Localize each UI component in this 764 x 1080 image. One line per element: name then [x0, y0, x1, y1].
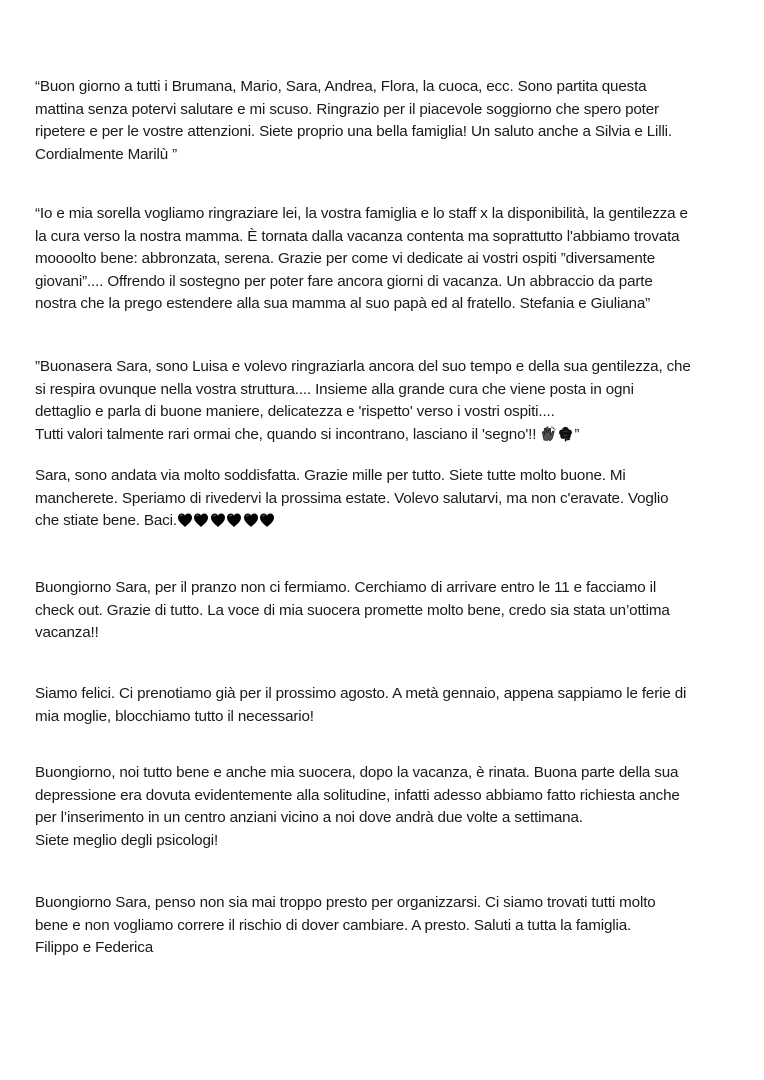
- testimonial-luisa: [35, 356, 735, 446]
- text-line: Buongiorno Sara, per il pranzo non ci fermiamo. Cerchiamo di arrivare entro le 11 e facciamo il: [35, 579, 657, 596]
- testimonial-check-out: [35, 577, 735, 645]
- text-line-with-hearts: [35, 510, 735, 533]
- text-line: depressione era dovuta evidentemente alla solitudine, infatti adesso abbiamo fatto richiesta anche: [35, 786, 680, 804]
- text-line: mattina senza potervi salutare e mi scuso. Ringrazio per il piacevole soggiorno che spero poter: [35, 100, 659, 118]
- testimonial-marilu: [35, 76, 735, 166]
- text-line: bene e non vogliamo correre il rischio di dover cambiare. A presto. Saluti a tutta la famiglia.: [35, 916, 632, 934]
- black-heart-icon: [243, 512, 259, 528]
- text-line: “Io e mia sorella vogliamo ringraziare lei, la vostra famiglia e lo staff x la disponibilità, la gentilezza e: [35, 205, 688, 222]
- text-line: moooolto bene: abbronzata, serena. Grazie per come vi dedicate ai vostri ospiti ”diversamente: [35, 250, 656, 267]
- text-line: Cordialmente Marilù ”: [35, 145, 178, 163]
- black-heart-icon: [210, 512, 226, 528]
- text-line: dettaglio e parla di buone maniere, delicatezza e 'rispetto' verso i vostri ospiti....: [35, 403, 555, 420]
- text-segment: che stiate bene. Baci.: [35, 512, 177, 529]
- text-line: mia moglie, blocchiamo tutto il necessario!: [35, 707, 314, 725]
- testimonial-baci: [35, 465, 735, 533]
- text-line: la cura verso la nostra mamma. È tornata dalla vacanza contenta ma soprattutto l'abbiamo trovata: [35, 227, 680, 245]
- black-heart-icon: [193, 512, 209, 528]
- text-line: “Buon giorno a tutti i Brumana, Mario, Sara, Andrea, Flora, la cuoca, ecc. Sono partita questa: [35, 78, 647, 95]
- text-line: Filippo e Federica: [35, 939, 154, 956]
- text-line: ”Buonasera Sara, sono Luisa e volevo ringraziarla ancora del suo tempo e della sua gentilezza, che: [35, 358, 691, 375]
- text-line: Sara, sono andata via molto soddisfatta. Grazie mille per tutto. Siete tutte molto buone. Mi: [35, 467, 626, 484]
- text-segment: Tutti valori talmente rari ormai che, quando si incontrano, lasciano il 'segno'!!: [35, 425, 541, 443]
- closing-quote: ”: [574, 425, 580, 443]
- text-line: ripetere e per le vostre attenzioni. Siete proprio una bella famiglia! Un saluto anche a Silvia e Lilli.: [35, 123, 672, 140]
- rose-icon: [557, 425, 574, 442]
- testimonial-agosto: [35, 683, 735, 728]
- black-heart-icon: [259, 512, 275, 528]
- testimonial-suocera-rinata: [35, 762, 735, 852]
- text-line: Buongiorno Sara, penso non sia mai troppo presto per organizzarsi. Ci siamo trovati tutti molto: [35, 894, 656, 911]
- hearts-row: [177, 512, 276, 529]
- text-line: mancherete. Speriamo di rivedervi la prossima estate. Volevo salutarvi, ma non c'eravate. Voglio: [35, 489, 669, 507]
- black-heart-icon: [226, 512, 242, 528]
- black-heart-icon: [177, 512, 193, 528]
- text-line: check out. Grazie di tutto. La voce di mia suocera promette molto bene, credo sia stata un’ottima: [35, 601, 670, 619]
- text-line-with-emojis: [35, 424, 735, 447]
- text-line: si respira ovunque nella vostra struttura.... Insieme alla grande cura che viene posta in ogni: [35, 380, 634, 398]
- clapping-hands-icon: [540, 425, 557, 442]
- text-line: per l’inserimento in un centro anziani vicino a noi dove andrà due volte a settimana.: [35, 809, 583, 826]
- text-line: giovani”.... Offrendo il sostegno per poter fare ancora giorni di vacanza. Un abbraccio da parte: [35, 272, 653, 290]
- text-line: vacanza!!: [35, 624, 99, 641]
- text-line: nostra che la prego estendere alla sua mamma al suo papà ed al fratello. Stefania e Giuliana”: [35, 295, 651, 312]
- text-line: Siamo felici. Ci prenotiamo già per il prossimo agosto. A metà gennaio, appena sappiamo le ferie di: [35, 685, 687, 702]
- testimonial-stefania-giuliana: [35, 203, 735, 316]
- text-line: Siete meglio degli psicologi!: [35, 831, 219, 849]
- text-line: Buongiorno, noi tutto bene e anche mia suocera, dopo la vacanza, è rinata. Buona parte della sua: [35, 764, 679, 781]
- testimonial-filippo-federica: [35, 892, 735, 960]
